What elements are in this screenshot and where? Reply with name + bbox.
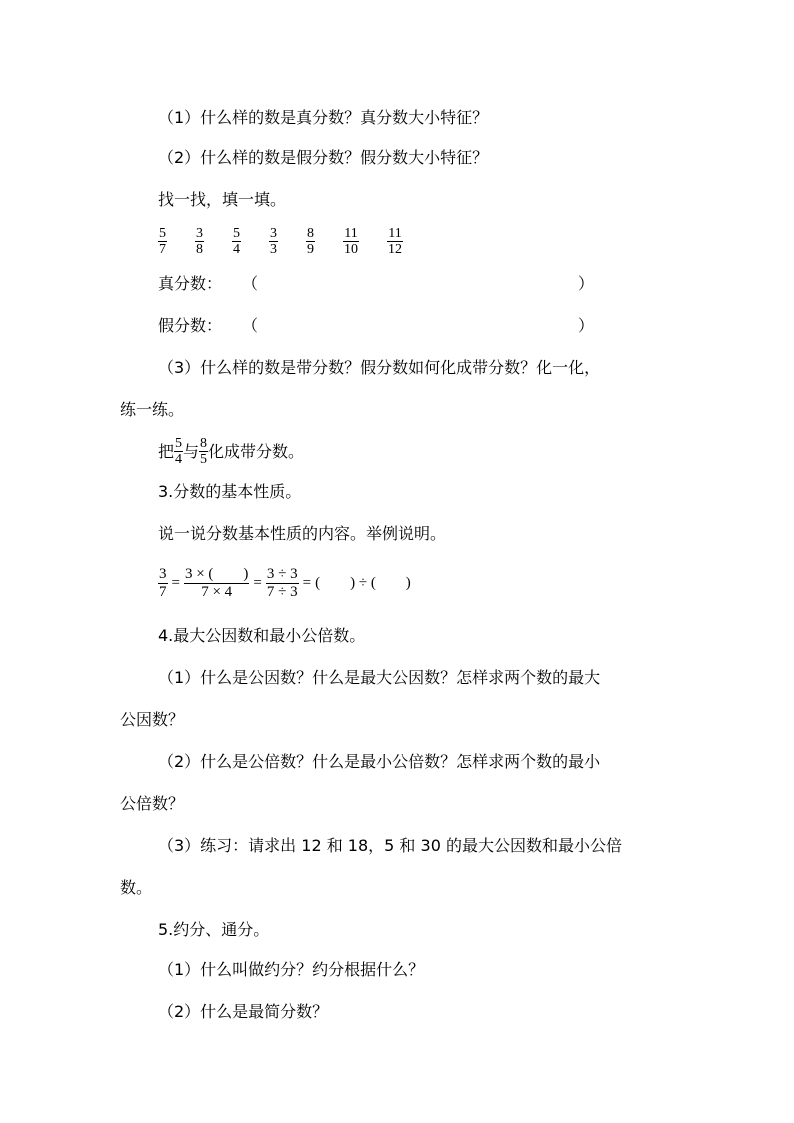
question-mixed-number: （3）什么样的数是带分数？假分数如何化成带分数？化一化，	[158, 358, 601, 377]
instruction-find-fill: 找一找，填一填。	[158, 190, 287, 209]
question-gcd-cont: 公因数？	[120, 710, 185, 729]
improper-paren-open: （	[242, 316, 259, 335]
fraction-item: $\frac{3}{3}$	[270, 226, 277, 257]
fraction-item: $\frac{8}{9}$	[307, 226, 314, 257]
basic-property-prompt: 说一说分数基本性质的内容。举例说明。	[158, 524, 447, 543]
section-basic-property: 3.分数的基本性质。	[158, 482, 302, 501]
equation-blank-division: ( ) ÷ ( )	[315, 575, 411, 591]
section-reduce-common-denominator: 5.约分、通分。	[158, 920, 270, 939]
proper-fraction-label: 真分数：	[158, 274, 223, 293]
convert-fraction: $\frac{8}{5}$	[200, 436, 208, 467]
question-reduce: （1）什么叫做约分？约分根据什么？	[158, 960, 425, 979]
question-gcd: （1）什么是公因数？什么是最大公因数？怎样求两个数的最大	[158, 668, 601, 687]
equals-sign: =	[302, 575, 312, 591]
equals-sign: =	[171, 575, 180, 591]
proper-paren-open: （	[242, 274, 259, 293]
fraction-item: $\frac{11}{12}$	[388, 226, 402, 257]
equation-fraction: $\frac{3}{7}$	[159, 566, 167, 600]
basic-property-equation	[158, 566, 411, 601]
question-mixed-number-cont: 练一练。	[120, 400, 185, 419]
question-proper-fraction: （1）什么样的数是真分数？真分数大小特征？	[158, 108, 489, 127]
convert-instruction: 把 $\frac{5}{4}$ 与 $\frac{8}{5}$ 化成带分数。	[158, 436, 305, 467]
equals-sign: =	[253, 575, 262, 591]
section-gcd-lcm: 4.最大公因数和最小公倍数。	[158, 626, 366, 645]
question-simplest-fraction: （2）什么是最简分数？	[158, 1002, 329, 1021]
equation-fraction: $\frac{3 \div 3}{7 \div 3}$	[266, 566, 298, 600]
exercise-gcd-lcm-cont: 数。	[120, 878, 153, 897]
improper-paren-close: ）	[578, 316, 595, 335]
fraction-item: $\frac{5}{4}$	[233, 226, 240, 257]
question-lcm: （2）什么是公倍数？什么是最小公倍数？怎样求两个数的最小	[158, 752, 601, 771]
fraction-item: $\frac{11}{10}$	[344, 226, 358, 257]
convert-fraction: $\frac{5}{4}$	[175, 436, 183, 467]
proper-paren-close: ）	[578, 274, 595, 293]
question-lcm-cont: 公倍数？	[120, 794, 185, 813]
equation-fraction: $\frac{3 \times ( )}{7 \times 4}$	[184, 566, 249, 600]
fraction-item: $\frac{5}{7}$	[159, 226, 166, 257]
question-improper-fraction: （2）什么样的数是假分数？假分数大小特征？	[158, 148, 489, 167]
fraction-item: $\frac{3}{8}$	[196, 226, 203, 257]
fraction-list	[158, 226, 431, 257]
improper-fraction-label: 假分数：	[158, 316, 223, 335]
exercise-gcd-lcm: （3）练习：请求出 12 和 18，5 和 30 的最大公因数和最小公倍	[158, 836, 622, 855]
